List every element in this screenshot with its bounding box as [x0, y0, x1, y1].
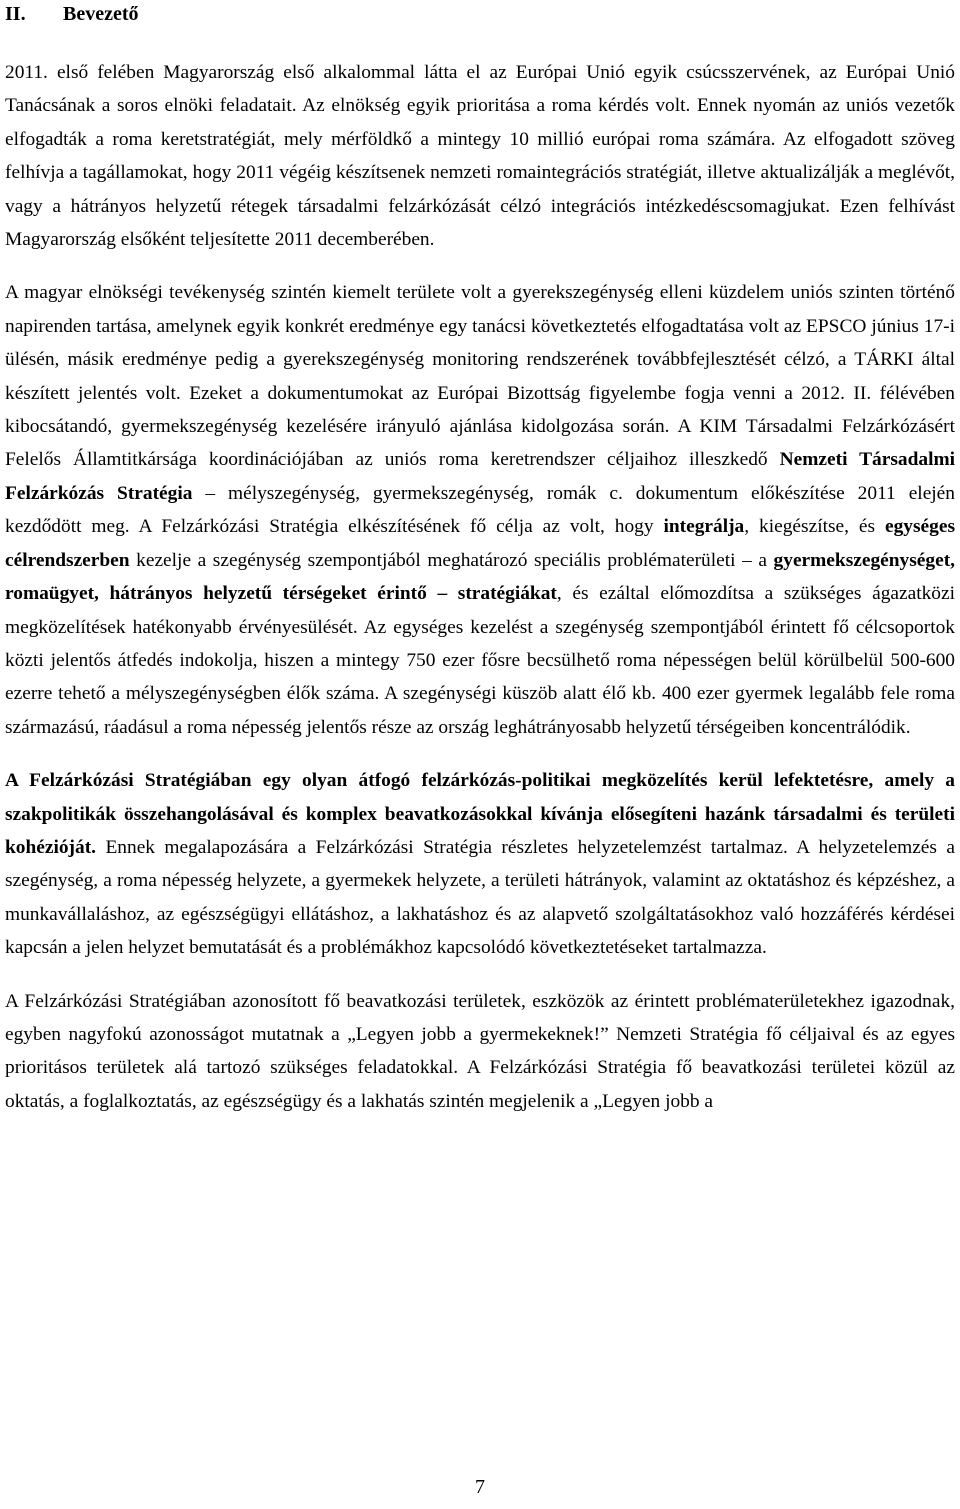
paragraph-text: A Felzárkózási Stratégiában azonosított fő beavatkozási területek, eszközök az érintett problématerületekhez igazodnak, egyben nagyfokú azonosságot mutatnak a „Legyen jobb a gyermekeknek!” Nemzeti Stratégia fő céljaival és az egyes prioritásos területek alá tartozó szükséges feladatokkal. A Felzárkózási Stratégia fő beavatkozási területei közül az oktatás, a foglalkoztatás, az egészségügy és a lakhatás szintén megjelenik a „Legyen jobb a — [5, 990, 955, 1112]
paragraph-text: A magyar elnökségi tevékenység szintén kiemelt területe volt a gyerekszegénység elleni küzdelem uniós szinten történő napirenden tartása, amelynek egyik konkrét eredménye egy tanácsi következtetés elfogadtatása volt az EPSCO június 17-i ülésén, másik eredménye pedig a gyerekszegénység monitoring rendszerének továbbfejlesztését célzó, a TÁRKI által készített jelentés volt. Ezeket a dokumentumokat az Európai Bizottság figyelembe fogja venni a 2012. II. félévében kibocsátandó, gyermekszegénység kezelésére irányuló ajánlása kidolgozása során. A KIM Társadalmi Felzárkózásért Felelős Államtitkársága koordinációjában az uniós roma keretrendszer céljaihoz illeszkedő — [5, 282, 955, 471]
page-number: 7 — [475, 1476, 485, 1498]
paragraph-text: Ennek megalapozására a Felzárkózási Stratégia részletes helyzetelemzést tartalmaz. A helyzetelemzés a szegénység, a roma népesség helyzete, a gyermekek helyzete, a területi hátrányok, valamint az oktatáshoz és képzéshez, a munkavállaláshoz, az egészségügyi ellátáshoz, a lakhatáshoz és az alapvető szolgáltatásokhoz való hozzáférés kérdései kapcsán a jelen helyzet bemutatását és a problémákhoz kapcsolódó következtetéseket tartalmazza. — [5, 836, 955, 959]
emphasis-text: egységes célrendszerben — [5, 516, 955, 571]
emphasis-text: gyermekszegénységet, romaügyet, hátrányos helyzetű térségeket érintő – stratégiákat — [5, 549, 955, 605]
emphasis-text: A Felzárkózási Stratégiában egy olyan átfogó felzárkózás-politikai megközelítés kerül lefektetésre, amely a szakpolitikák összehangolásával és komplex beavatkozásokkal kívánja elősegíteni hazánk társadalmi és területi kohézióját. — [5, 770, 955, 858]
emphasis-text: Nemzeti Társadalmi Felzárkózás Stratégia — [5, 449, 956, 504]
paragraph-2 — [5, 276, 955, 744]
paragraph-1 — [5, 56, 955, 256]
document-page — [5, 0, 955, 1118]
paragraph-text: kezelje a szegénység szempontjából meghatározó speciális problématerületi – a — [129, 549, 774, 571]
section-heading — [5, 0, 955, 28]
paragraph-3 — [5, 764, 955, 964]
paragraph-text: , kiegészítse, és — [744, 516, 885, 538]
section-number: II. — [5, 3, 26, 25]
paragraph-4 — [5, 985, 955, 1119]
emphasis-text: integrálja — [663, 516, 745, 538]
paragraph-text: , és ezáltal előmozdítsa a szükséges ágazatközi megközelítések hatékonyabb érvényesülését. Az egységes kezelést a szegénység szempontjából érintett fő célcsoportok közti jelentős átfedés indokolja, hiszen a mintegy 750 ezer fősre becsülhető roma népességen belül körülbelül 500-600 ezerre tehető a mélyszegénységben élők száma. A szegénységi küszöb alatt élő kb. 400 ezer gyermek legalább fele roma származású, ráadásul a roma népesség jelentős része az ország leghátrányosabb helyzetű térségeiben koncentrálódik. — [5, 583, 955, 738]
section-title: Bevezető — [63, 3, 139, 25]
paragraph-text: 2011. első felében Magyarország első alkalommal látta el az Európai Unió egyik csúcsszervének, az Európai Unió Tanácsának a soros elnöki feladatait. Az elnökség egyik prioritása a roma kérdés volt. Ennek nyomán az uniós vezetők elfogadták a roma keretstratégiát, mely mérföldkő a mintegy 10 millió európai roma számára. Az elfogadott szöveg felhívja a tagállamokat, hogy 2011 végéig készítsenek nemzeti romaintegrációs stratégiát, illetve aktualizálják a meglévőt, vagy a hátrányos helyzetű rétegek társadalmi felzárkózását célzó integrációs intézkedéscsomagjukat. Ezen felhívást Magyarország elsőként teljesítette 2011 decemberében. — [5, 62, 955, 251]
paragraph-text: – mélyszegénység, gyermekszegénység, romák c. dokumentum előkészítése 2011 elején kezdődött meg. A Felzárkózási Stratégia elkészítésének fő célja az volt, hogy — [5, 482, 955, 538]
